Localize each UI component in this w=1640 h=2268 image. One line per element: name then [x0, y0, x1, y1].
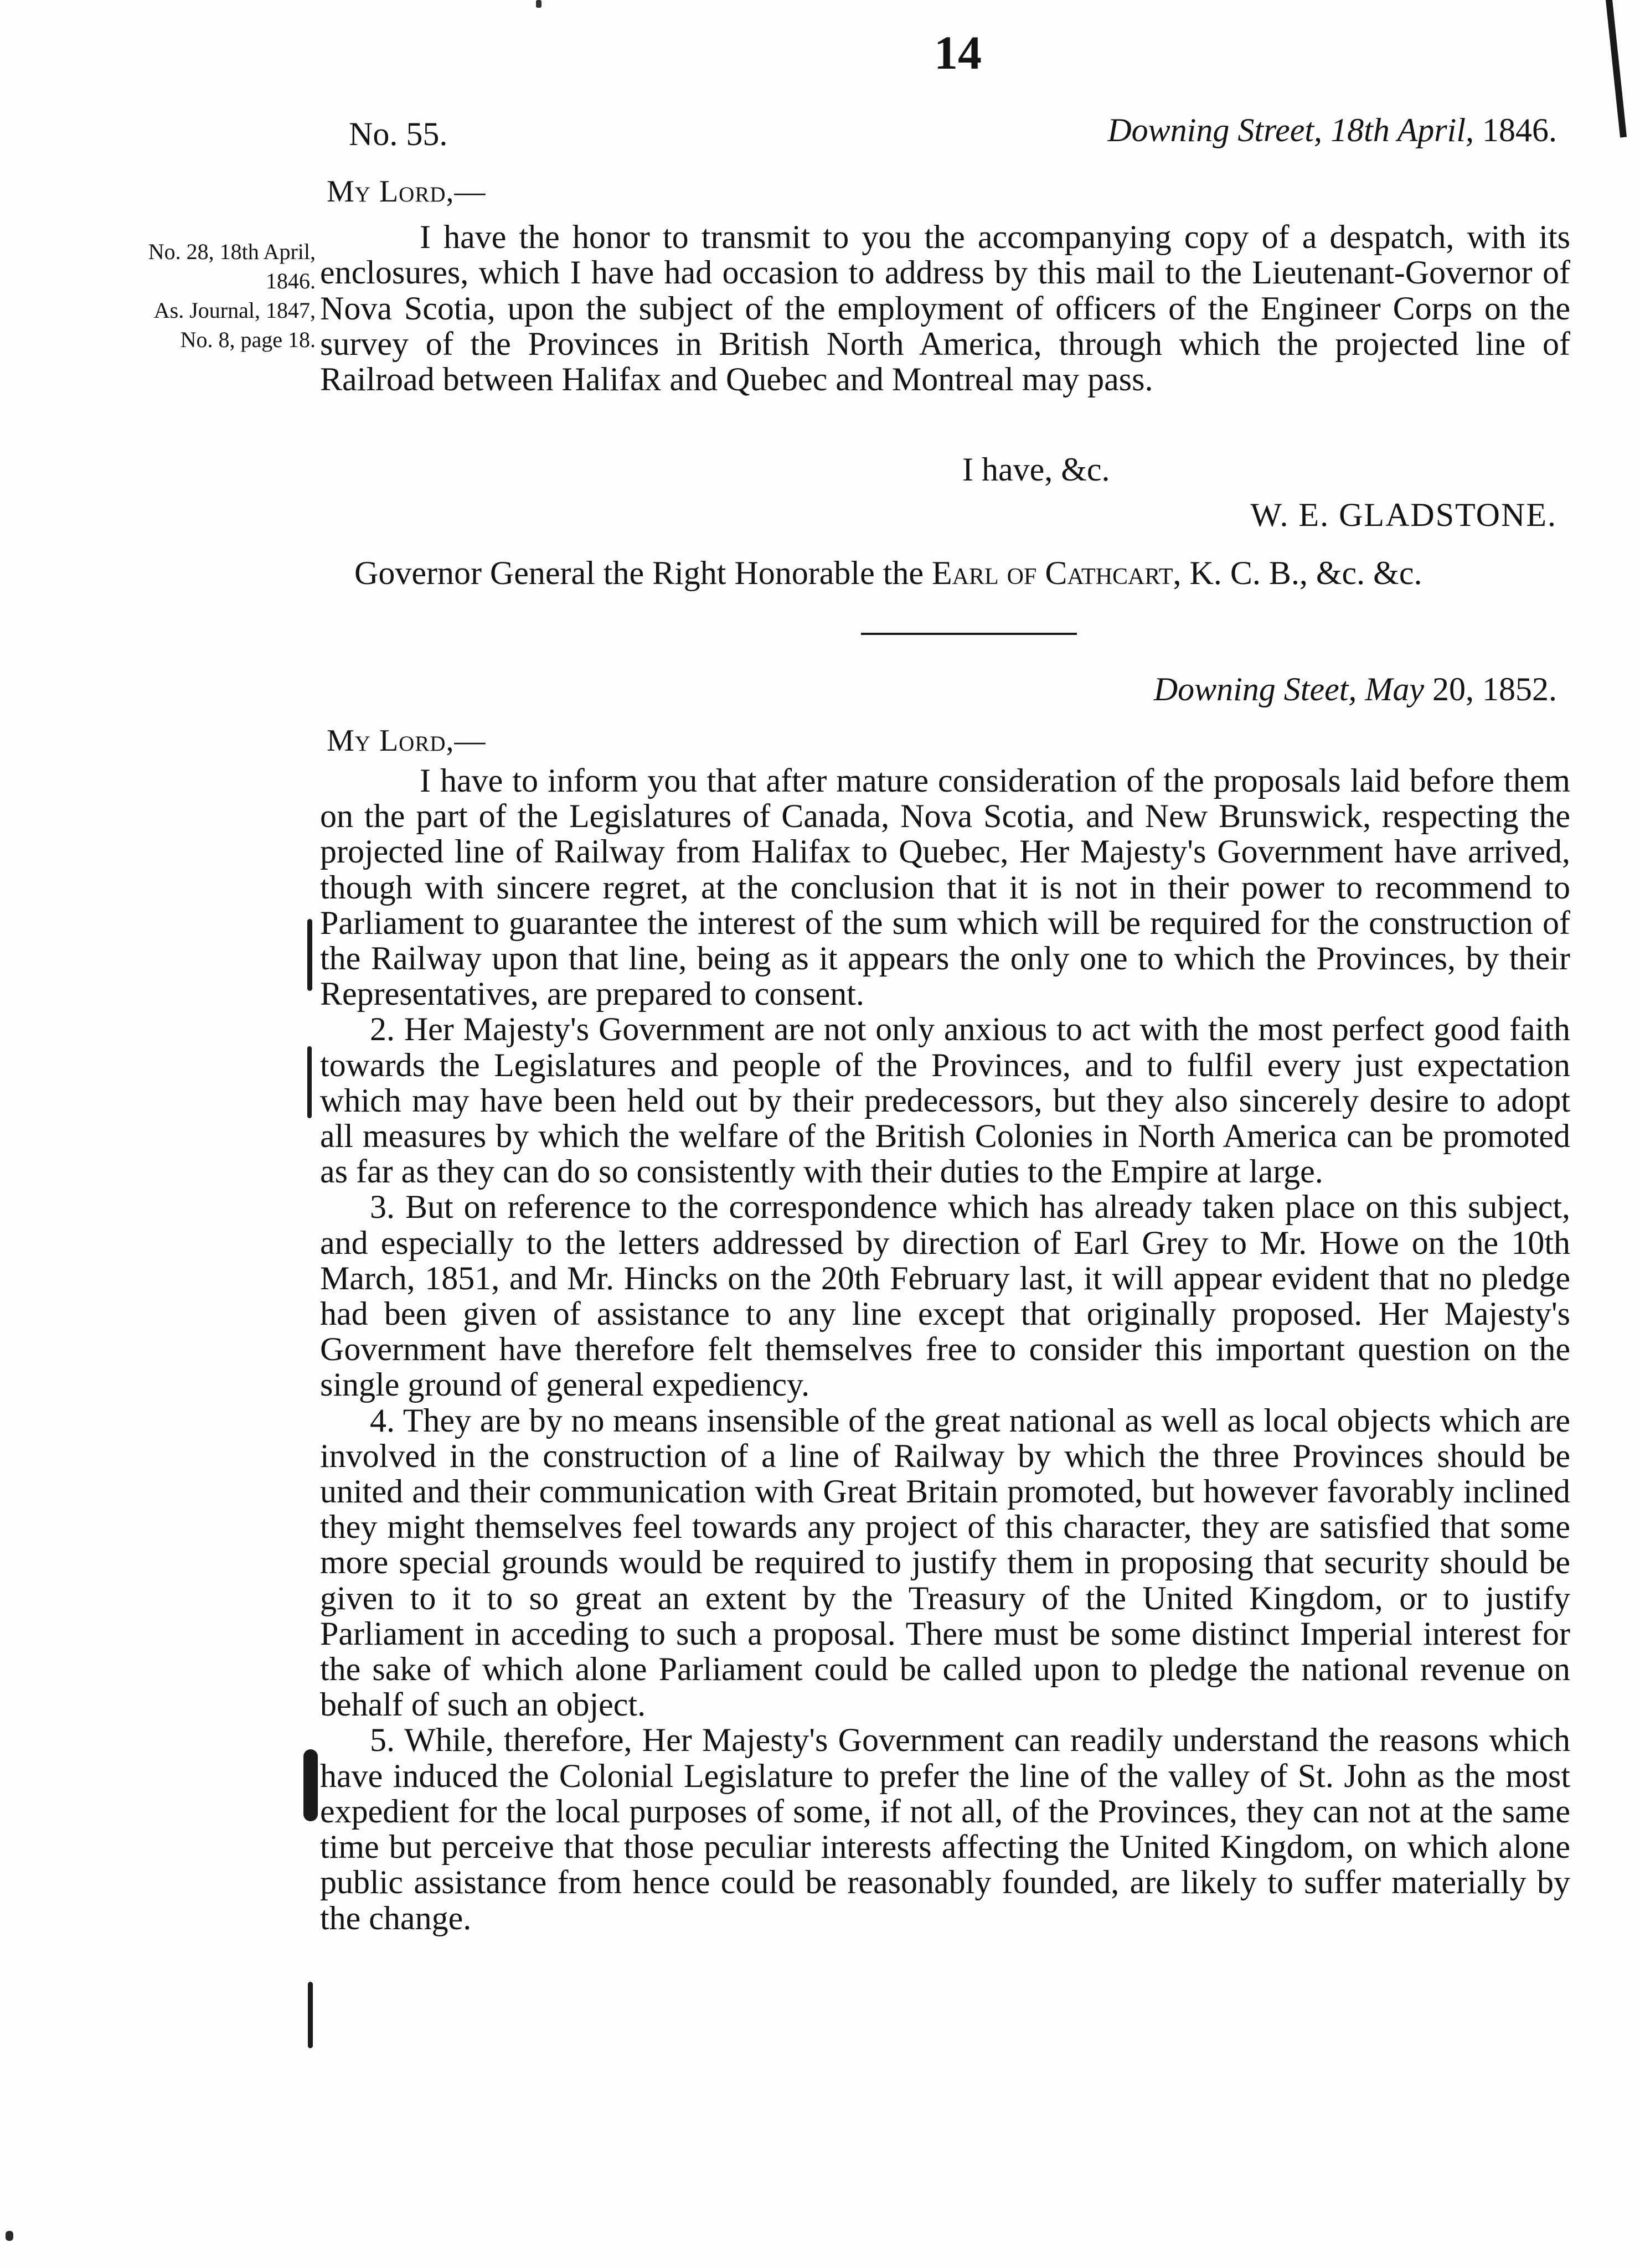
- paragraph: 4. They are by no means insensible of the great national as well as local objects which are involved in the construction of a line of Railway by which the three Provinces should be united and their communication with Great Britain promoted, but however favorably inclined they might themselves feel towards any project of this character, they are satisfied that some more special grounds would be required to justify them in proposing that security should be given to it to so great an extent by the Treasury of the United Kingdom, or to justify Parliament in acceding to such a proposal. There must be some distinct Imperial interest for the sake of which alone Parliament could be called upon to pledge the national revenue on behalf of such an object.: [320, 1402, 1570, 1723]
- addressee-prefix: Governor General the Right Honorable the: [354, 555, 924, 591]
- page-edge-mark: [1606, 0, 1627, 138]
- addressee-name: Earl of Cathcart,: [932, 555, 1182, 591]
- section-divider-rule: [861, 633, 1077, 635]
- letter1-salutation: My Lord,—: [327, 174, 486, 209]
- letter2-salutation: My Lord,—: [327, 724, 486, 758]
- ink-speck: [6, 2231, 13, 2241]
- ink-speck: [536, 0, 541, 8]
- letter1-body: I have the honor to transmit to you the accompanying copy of a despatch, with its enclosures, which I have had occasion to address by this mail to the Lieutenant-Governor of Nova Scotia, upon the subject of the employment of officers of the Engineer Corps on the survey of the Provinces in British North America, through which the projected line of Railroad between Halifax and Quebec and Montreal may pass.: [320, 219, 1570, 398]
- addressee-suffix: K. C. B., &c. &c.: [1189, 555, 1422, 591]
- date-day-month: 18th April,: [1330, 112, 1474, 148]
- margin-note-line: As. Journal, 1847,: [153, 298, 316, 323]
- paragraph: I have to inform you that after mature consideration of the proposals laid before them on the part of the Legislatures of Canada, Nova Scotia, and New Brunswick, respecting the projected line of Railway from Halifax to Quebec, Her Majesty's Government have arrived, though with sincere regret, at the conclusion that it is not in their power to recommend to Parliament to guarantee the interest of the sum which will be required for the construction of the Railway upon that line, being as it appears the only one to which the Provinces, by their Representatives, are prepared to consent.: [320, 762, 1570, 1012]
- margin-pen-mark: [308, 1982, 313, 2048]
- margin-pen-mark: [307, 1046, 312, 1118]
- paragraph: 2. Her Majesty's Government are not only anxious to act with the most perfect good faith towards the Legislatures and people of the Provinces, and to fulfil every just expectation which may have been held out by their predecessors, but they also sincerely desire to adopt all measures by which the welfare of the British Colonies in North America can be promoted as far as they can do so consistently with their duties to the Empire at large.: [320, 1011, 1570, 1190]
- date-year: 1846.: [1482, 112, 1557, 148]
- margin-reference-note: [78, 237, 316, 354]
- paragraph: 5. While, therefore, Her Majesty's Government can readily understand the reasons which have induced the Colonial Legislature to prefer the line of the valley of St. John as the most expedient for the local purposes of some, if not all, of the Provinces, they can not at the same time but perceive that those peculiar interests affecting the United Kingdom, on which alone public assistance from hence could be reasonably founded, are likely to suffer materially by the change.: [320, 1722, 1570, 1936]
- letter1-closing: I have, &c.: [962, 451, 1110, 488]
- margin-note-line: 1846.: [266, 268, 316, 293]
- letter1-addressee: [354, 556, 1422, 590]
- date-day-year: 20, 1852.: [1432, 671, 1557, 707]
- letter2-dateline: [1154, 673, 1557, 706]
- date-place: Downing Steet,: [1153, 671, 1357, 707]
- paragraph: 3. But on reference to the correspondence which has already taken place on this subject, and especially to the letters addressed by direction of Earl Grey to Mr. Howe on the 10th March, 1851, and Mr. Hincks on the 20th February last, it will appear evident that no pledge had been given of assistance to any line except that originally proposed. Her Majesty's Government have therefore felt themselves free to consider this important question on the single ground of general expediency.: [320, 1189, 1570, 1403]
- margin-pen-mark: [307, 919, 312, 991]
- date-month: May: [1365, 671, 1424, 707]
- margin-note-line: No. 28, 18th April,: [148, 239, 316, 264]
- page-number: 14: [934, 26, 982, 79]
- date-place: Downing Street,: [1107, 112, 1323, 148]
- letter-number: No. 55.: [349, 116, 448, 152]
- letter2-body: [320, 763, 1570, 1936]
- margin-pen-mark: [303, 1749, 318, 1821]
- letter1-signature: W. E. GLADSTONE.: [1250, 497, 1557, 533]
- letter1-dateline: [1107, 113, 1557, 147]
- margin-note-line: No. 8, page 18.: [180, 327, 316, 352]
